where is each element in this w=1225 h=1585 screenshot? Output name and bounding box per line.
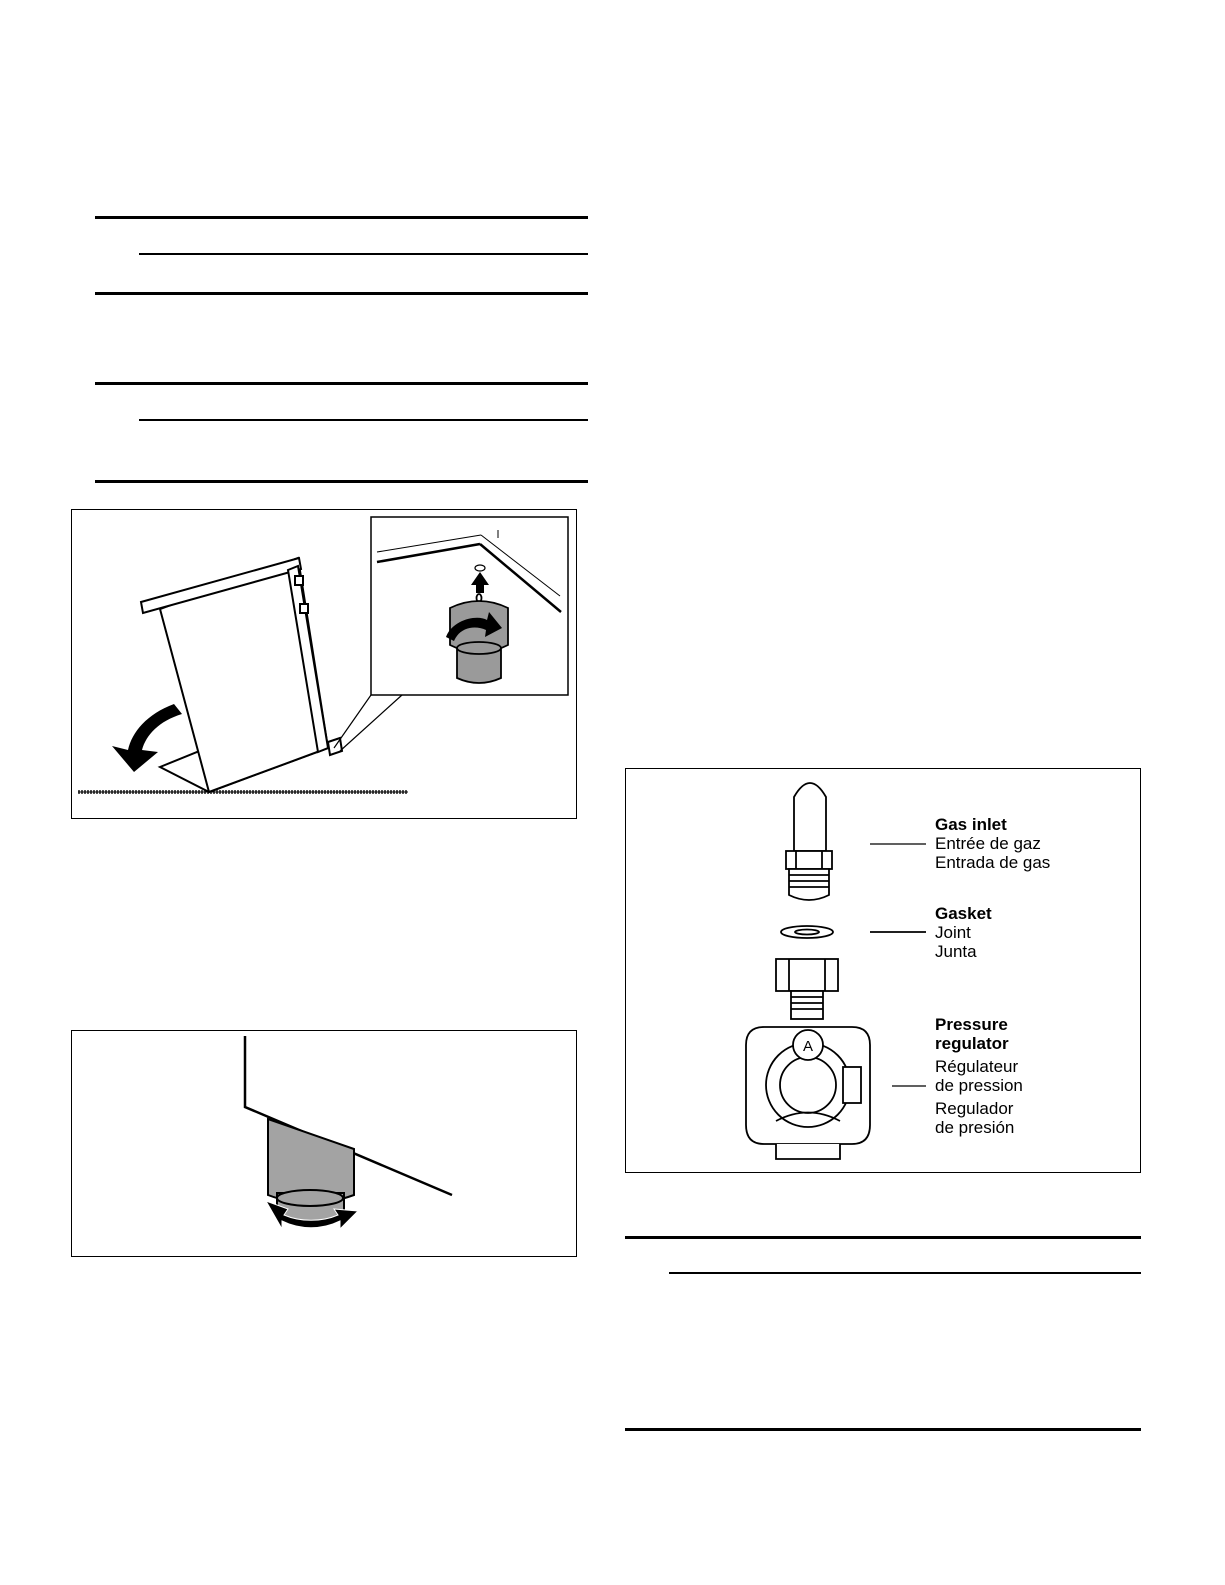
figure-leveling-leg bbox=[71, 1030, 577, 1257]
gas-inlet-title: Gas inlet bbox=[935, 815, 1007, 834]
gas-inlet-label bbox=[935, 815, 1050, 872]
regulator-marking: A bbox=[802, 1038, 814, 1055]
pressure-regulator-fr-2: de pression bbox=[935, 1076, 1023, 1095]
tilt-appliance-illustration bbox=[72, 510, 578, 820]
gasket-title: Gasket bbox=[935, 904, 992, 923]
table-mid-rule-1 bbox=[139, 253, 588, 255]
pressure-regulator-title-2: regulator bbox=[935, 1034, 1009, 1053]
table-top-rule-2 bbox=[95, 382, 588, 385]
pressure-regulator-es-2: de presión bbox=[935, 1118, 1015, 1137]
gas-inlet-part bbox=[794, 783, 826, 851]
figure-tilt-appliance bbox=[71, 509, 577, 819]
gasket-label bbox=[935, 904, 992, 961]
pressure-regulator-title-1: Pressure bbox=[935, 1015, 1008, 1034]
leveling-leg-detail bbox=[450, 594, 508, 683]
gasket-es: Junta bbox=[935, 942, 977, 961]
gas-inlet-fr: Entrée de gaz bbox=[935, 834, 1041, 853]
table-mid-rule-3 bbox=[669, 1272, 1141, 1274]
table-mid-rule-2 bbox=[139, 419, 588, 421]
appliance-tilted bbox=[141, 558, 342, 792]
leveling-leg-illustration bbox=[72, 1031, 578, 1258]
gas-connection-illustration bbox=[626, 769, 1142, 1174]
figure-gas-connection bbox=[625, 768, 1141, 1173]
pressure-regulator-fr-1: Régulateur bbox=[935, 1057, 1019, 1076]
table-bottom-rule-2 bbox=[95, 480, 588, 483]
leveling-foot bbox=[245, 1036, 452, 1224]
table-bottom-rule-1 bbox=[95, 292, 588, 295]
gasket-fr: Joint bbox=[935, 923, 971, 942]
table-top-rule-3 bbox=[625, 1236, 1141, 1239]
gas-inlet-es: Entrada de gas bbox=[935, 853, 1051, 872]
pressure-regulator-es-1: Regulador bbox=[935, 1099, 1014, 1118]
table-top-rule-1 bbox=[95, 216, 588, 219]
pressure-regulator-label bbox=[935, 1015, 1023, 1137]
table-bottom-rule-3 bbox=[625, 1428, 1141, 1431]
